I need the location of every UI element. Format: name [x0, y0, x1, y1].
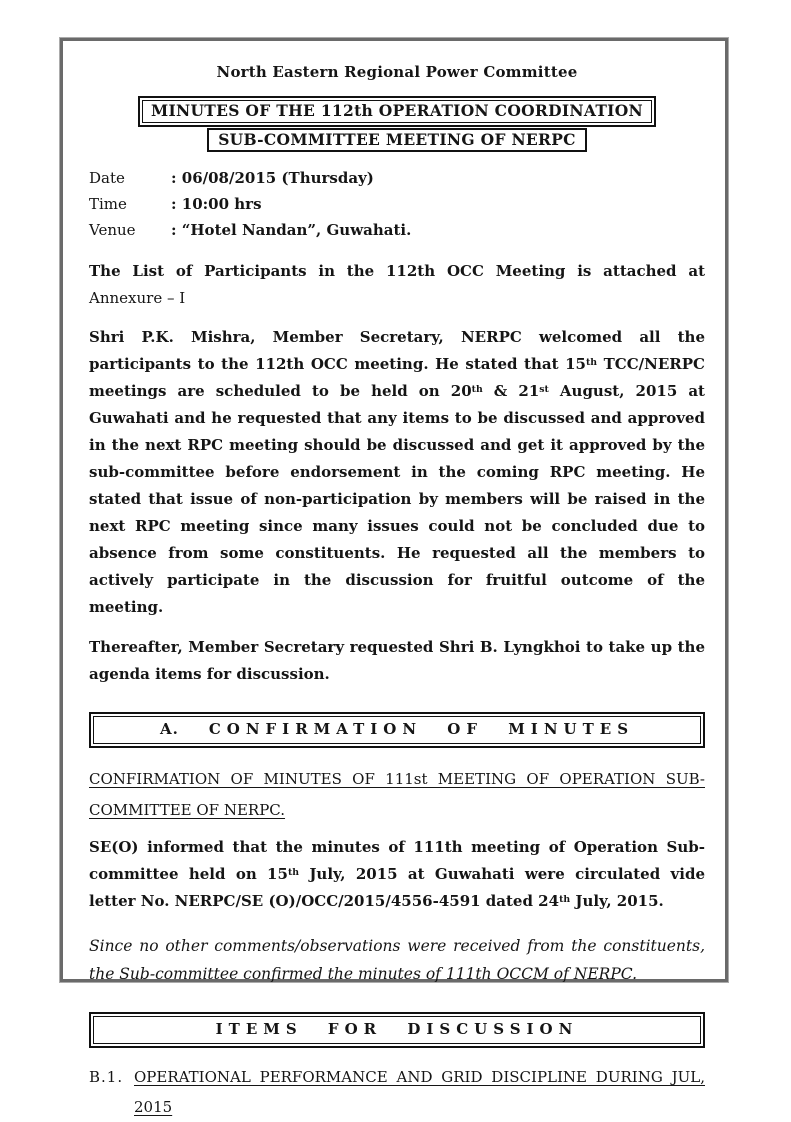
confirmation-note-paragraph: Since no other comments/observations were received from the constituents, the Sub-committee confirmed the minutes of 111th OCCM of NERPC. [89, 937, 705, 983]
doc-title-line2-box [207, 128, 587, 153]
item-b1-title-line2: 2015 [134, 1098, 173, 1116]
meta-row-time [89, 191, 705, 217]
items-for-discussion-header [93, 1016, 701, 1044]
time-label: Time [89, 195, 127, 213]
annexure-reference: Annexure – I [89, 289, 186, 307]
welcome-text-2: TCC/NERPC meetings are scheduled to be held on 20 [89, 355, 705, 400]
se-text-3: July, 2015. [570, 892, 664, 910]
doc-title-line1: MINUTES OF THE 112th OPERATION COORDINATION [142, 100, 652, 123]
items-for-discussion-title: ITEMS FOR DISCUSSION [215, 1020, 579, 1038]
section-a-prefix: A. [159, 720, 179, 738]
welcome-text-1: Shri P.K. Mishra, Member Secretary, NERPC welcomed all the participants to the 112th OCC meeting. He stated that 15 [89, 328, 705, 373]
meta-row-date [89, 165, 705, 191]
document-title-block [89, 96, 705, 152]
item-b1-number: B.1. [89, 1068, 124, 1086]
item-b1-title-line1: OPERATIONAL PERFORMANCE AND GRID DISCIPLINE DURING JUL, [134, 1068, 705, 1086]
venue-label: Venue [89, 221, 136, 239]
ordinal-sup: th [559, 893, 571, 905]
ordinal-sup: th [287, 866, 299, 878]
date-label: Date [89, 169, 125, 187]
meeting-meta-block [89, 165, 705, 243]
time-value: : 10:00 hrs [171, 195, 262, 213]
se-text-2: July, 2015 at Guwahati were circulated vide letter No. NERPC/SE (O)/OCC/2015/4556-4591 dated 24 [89, 865, 705, 910]
section-a-header-box [89, 712, 705, 748]
ordinal-sup: th [586, 356, 598, 368]
item-b1-title [134, 1062, 705, 1122]
welcome-text-4: August, 2015 at Guwahati and he requested that any items to be discussed and approved in the next RPC meeting should be discussed and get it approved by the sub-committee before endorsement in the coming RPC meeting. He stated that issue of non-participation by members will be raised in the next RPC meeting since many issues could not be concluded due to absence from some constituents. He requested all the members to actively participate in the discussion for fruitful outcome of the meeting. [89, 382, 705, 616]
confirmation-heading-line1: CONFIRMATION OF MINUTES OF 111st MEETING OF OPERATION SUB- [89, 770, 705, 788]
ordinal-sup: st [539, 383, 549, 395]
se-circulation-paragraph [89, 834, 705, 915]
section-a-title: CONFIRMATION OF MINUTES [208, 720, 635, 738]
item-b1-heading [89, 1062, 705, 1122]
date-value: : 06/08/2015 (Thursday) [171, 169, 374, 187]
section-a-header [93, 716, 701, 744]
venue-value: : “Hotel Nandan”, Guwahati. [171, 221, 412, 239]
page-border-frame [60, 38, 728, 1116]
doc-title-line2: SUB-COMMITTEE MEETING OF NERPC [218, 129, 576, 149]
confirmation-heading-line2: COMMITTEE OF NERPC. [89, 801, 286, 819]
organization-title: North Eastern Regional Power Committee [216, 63, 578, 81]
items-for-discussion-box [89, 1012, 705, 1048]
meta-row-venue [89, 217, 705, 243]
participants-paragraph [89, 258, 705, 312]
participants-text: The List of Participants in the 112th OCC Meeting is attached at [89, 262, 705, 280]
welcome-paragraph [89, 324, 705, 621]
confirmation-heading [89, 764, 705, 826]
ordinal-sup: th [471, 383, 483, 395]
agenda-request-paragraph: Thereafter, Member Secretary requested Shri B. Lyngkhoi to take up the agenda items for discussion. [89, 638, 705, 683]
doc-title-line1-box [138, 96, 656, 127]
welcome-text-3: & 21 [482, 382, 540, 400]
se-text-1: SE(O) informed that the minutes of 111th meeting of Operation Sub-committee held on 15 [89, 838, 705, 883]
